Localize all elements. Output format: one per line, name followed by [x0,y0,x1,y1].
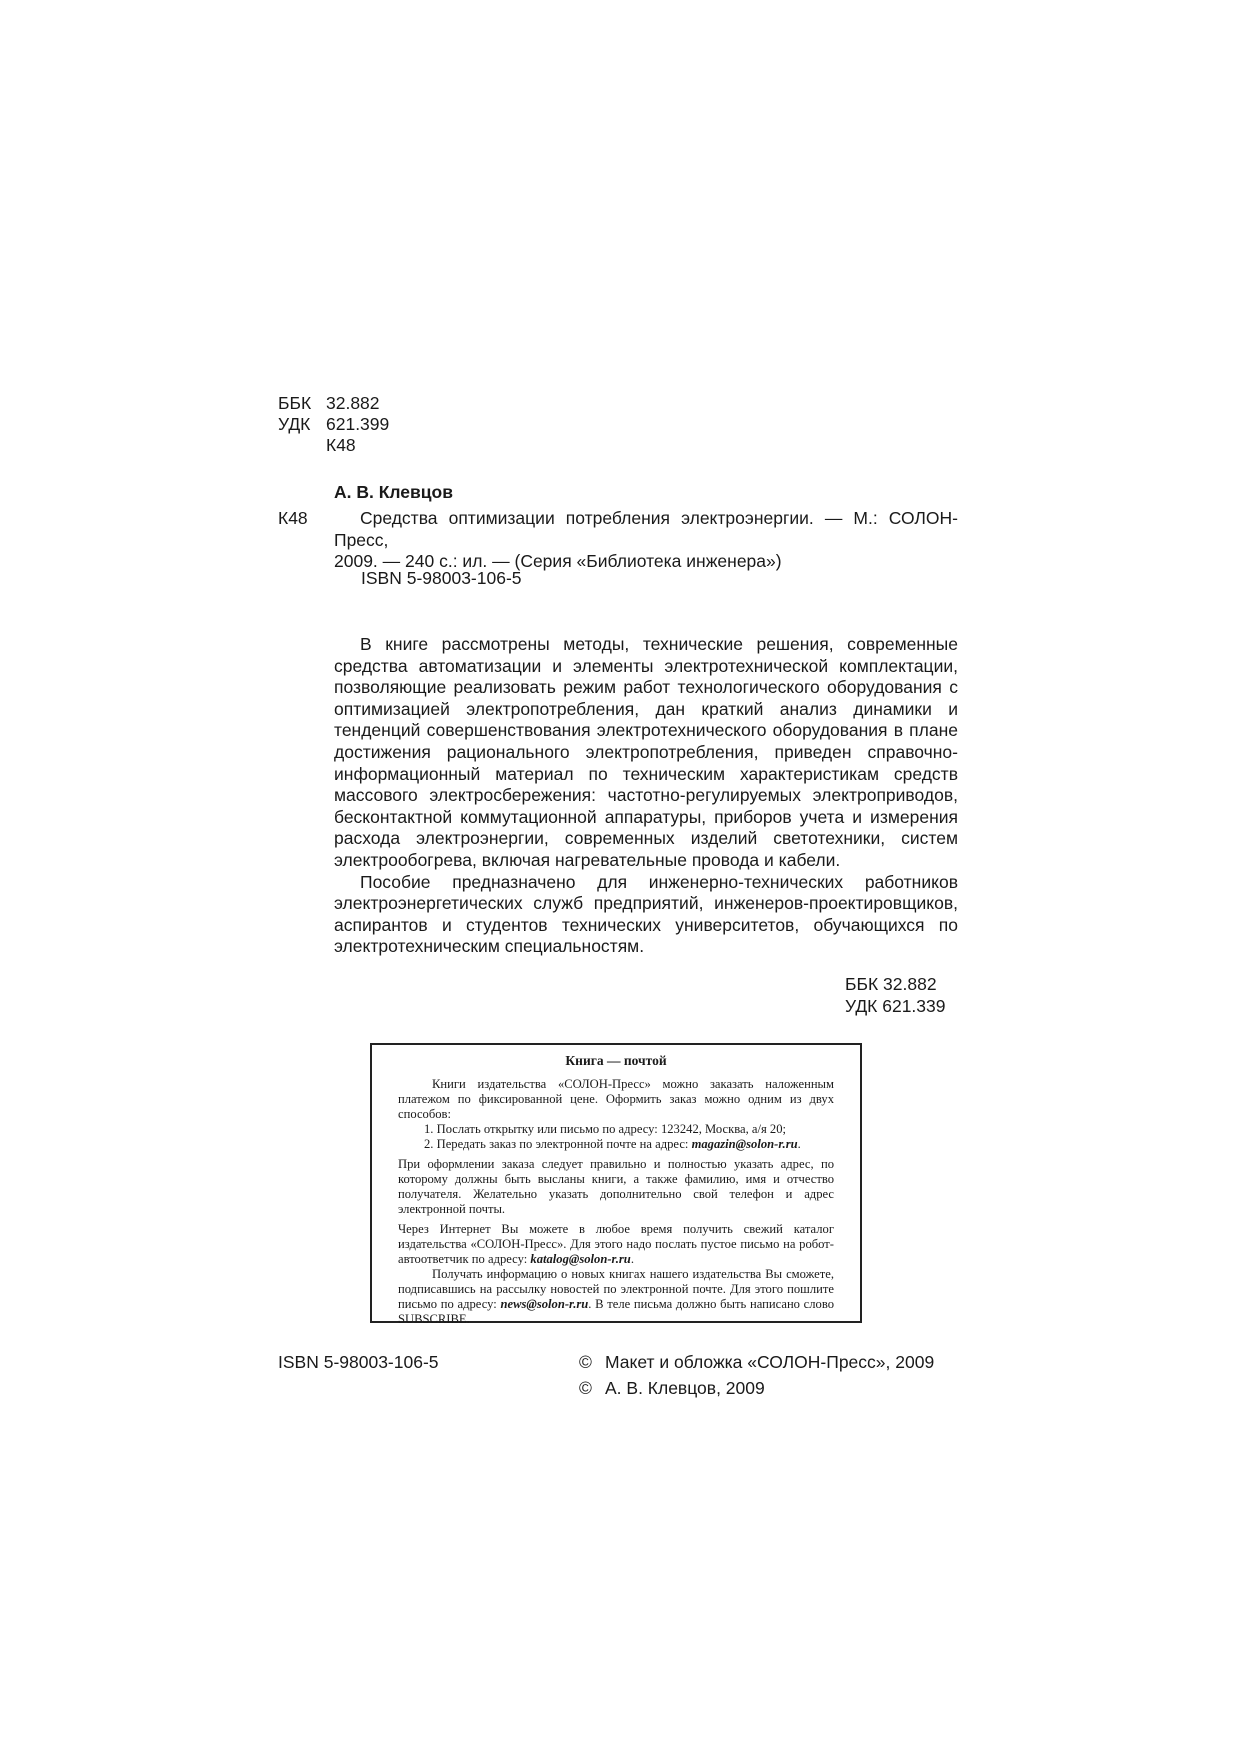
item2-text: 2. Передать заказ по электронной почте на адрес: [424,1137,692,1151]
bbk-value: 32.882 [326,393,380,413]
news-paragraph [398,1267,834,1327]
mail-order-title: Книга — почтой [565,1053,667,1068]
udk-label: УДК [278,414,311,434]
bbk-label: ББК [278,393,312,413]
magazin-email-link[interactable]: magazin@solon-r.ru [691,1137,798,1151]
copyright-symbol: © [579,1352,592,1372]
bibliography-code: К48 [278,508,308,528]
copyright-text-2: А. В. Клевцов, 2009 [605,1378,765,1398]
bbk-line [278,393,380,413]
bibliography-isbn: ISBN 5-98003-106-5 [361,568,522,588]
mail-order-item-1: 1. Послать открытку или письмо по адресу: 123242, Москва, а/я 20; [424,1122,787,1136]
copyright-line-2 [579,1378,765,1399]
news-text: Получать информацию о новых книгах нашего издательства Вы сможете, подписавшись на рассылку новостей по электронной почте. Для этого пошлите письмо по адресу: [398,1267,834,1311]
udk-bottom: УДК 621.339 [845,996,946,1016]
item2-end: . [797,1137,801,1151]
author-mark-line [278,435,356,455]
abstract [334,634,958,958]
abstract-paragraph-1: В книге рассмотрены методы, технические решения, современные средства автоматизации и элементы электротехнической комплектации, позволяющие реализовать режим работ технологического оборудования с оптимизацией электропотребления, дан краткий анализ динамики и тенденций совершенствования электротехнического оборудования в плане достижения рационального электропотребления, приведен справочно-информационный материал по техническим характеристикам средств массового электросбережения: частотно-регулируемых электроприводов, бесконтактной коммутационной аппаратуры, приборов учета и измерения расхода электроэнергии, современных изделий светотехники, систем электрообогрева, включая нагревательные провода и кабели. [334,634,958,870]
catalog-text: Через Интернет Вы можете в любое время получить свежий каталог издательства «СОЛОН-Пресс». Для этого надо послать пустое письмо на робот-автоответчик по адресу: [398,1222,834,1266]
footer-isbn: ISBN 5-98003-106-5 [278,1352,439,1372]
bibliography-line-2: 2009. — 240 с.: ил. — (Серия «Библиотека инженера») [334,551,782,571]
copyright-symbol: © [579,1378,592,1398]
catalog-end: . [630,1252,634,1266]
bibliography-line-1: Средства оптимизации потребления электроэнергии. — М.: СОЛОН-Пресс, [334,508,958,550]
mail-order-intro: Книги издательства «СОЛОН-Пресс» можно заказать наложенным платежом по фиксированной цене. Оформить заказ можно одним из двух способов: [398,1077,834,1121]
bbk-bottom: ББК 32.882 [845,974,937,994]
news-email-link[interactable]: news@solon-r.ru [500,1297,589,1311]
news-end: . В теле письма должно быть написано слово SUBSCRIBE. [398,1297,835,1326]
katalog-email-link[interactable]: katalog@solon-r.ru [530,1252,631,1266]
abstract-paragraph-2: Пособие предназначено для инженерно-технических работников электроэнергетических служб предприятий, инженеров-проектировщиков, аспирантов и студентов технических университетов, обучающихся по электротехническим специальностям. [334,871,958,957]
udk-line [278,414,389,434]
catalog-paragraph [398,1222,834,1267]
copyright-text-1: Макет и обложка «СОЛОН-Пресс», 2009 [605,1352,935,1372]
bibliography-entry [334,508,958,573]
mail-order-box [370,1043,862,1326]
udk-value: 621.399 [326,414,390,434]
author-name: А. В. Клевцов [334,482,453,502]
mail-order-note: При оформлении заказа следует правильно и полностью указать адрес, по которому должны быть высланы книги, а также фамилию, имя и отчество получателя. Желательно указать дополнительно свой телефон и адрес электронной почты. [398,1157,834,1216]
mail-order-item-2 [398,1137,834,1152]
copyright-line-1 [579,1352,934,1373]
author-mark: К48 [326,435,356,455]
